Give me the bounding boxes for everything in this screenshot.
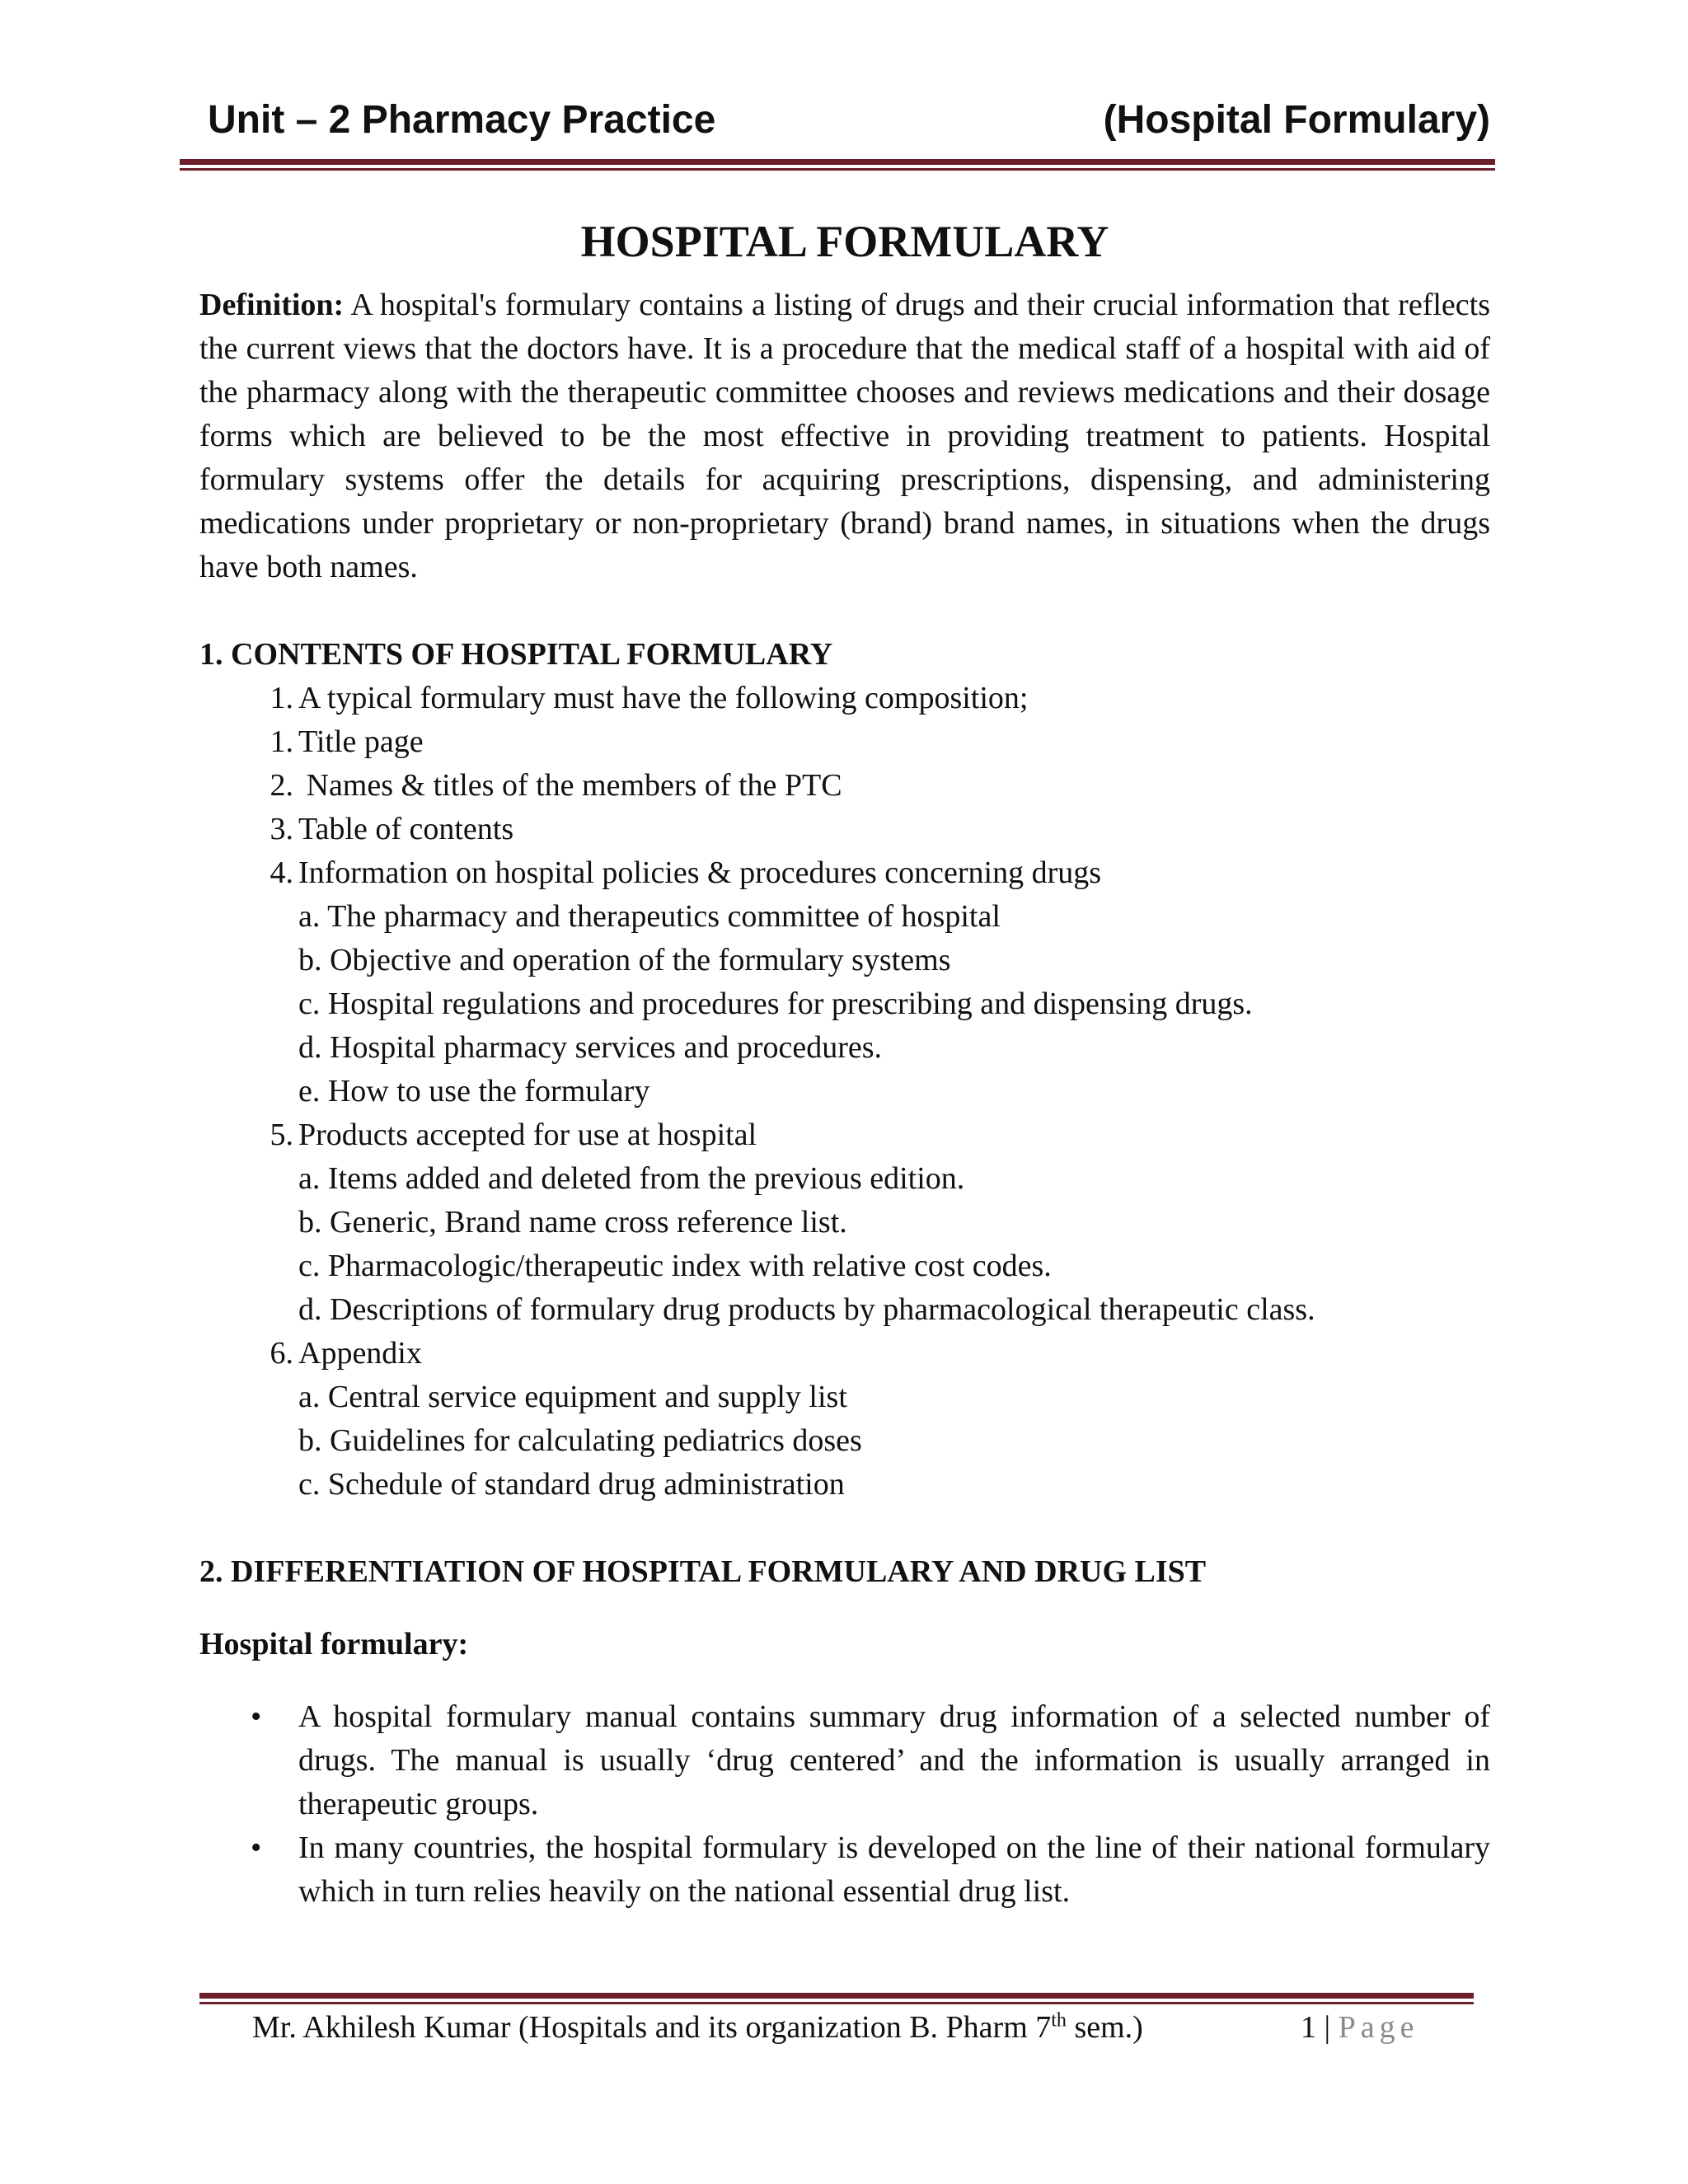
contents-subitem <box>199 982 1490 1026</box>
footer-page-number <box>1301 2009 1418 2046</box>
definition-paragraph <box>199 284 1490 589</box>
header-unit-title: Unit – 2 Pharmacy Practice <box>208 98 716 142</box>
footer-divider <box>199 1993 1474 2004</box>
contents-subitem <box>199 1070 1490 1113</box>
section-1-heading: 1. CONTENTS OF HOSPITAL FORMULARY <box>199 637 833 672</box>
footer-author <box>252 2009 1143 2046</box>
contents-subitem <box>199 895 1490 939</box>
item-number: 1. <box>270 724 293 759</box>
item-number: 1. <box>270 681 293 715</box>
contents-item <box>199 677 1490 720</box>
contents-item <box>199 1113 1490 1157</box>
item-text: c. Hospital regulations and procedures for prescribing and dispensing drugs. <box>298 987 1253 1021</box>
definition-label: Definition: <box>199 288 345 322</box>
page-label: Page <box>1338 2010 1419 2045</box>
page-separator: | <box>1316 2010 1339 2045</box>
contents-item <box>199 808 1490 851</box>
item-text: Table of contents <box>298 812 514 846</box>
definition-text: A hospital's formulary contains a listing of drugs and their crucial information that reflects the current views that the doctors have. It is a procedure that the medical staff of a hospital with aid of the pharmacy along with the therapeutic committee chooses and reviews medications and their dosage forms which are believed to be the most effective in providing treatment to patients. Hospital formulary systems offer the details for acquiring prescriptions, dispensing, and administering medications under proprietary or non-proprietary (brand) brand names, in situations when the drugs have both names. <box>199 288 1490 584</box>
item-text: a. Items added and deleted from the previous edition. <box>298 1161 965 1196</box>
document-body <box>199 213 1490 1914</box>
item-text: Information on hospital policies & procedures concerning drugs <box>298 855 1102 890</box>
contents-subitem <box>199 1376 1490 1419</box>
bullet-icon: • <box>251 1699 262 1734</box>
item-text: b. Generic, Brand name cross reference list. <box>298 1205 847 1240</box>
page-number: 1 <box>1301 2010 1316 2045</box>
contents-subitem <box>199 1419 1490 1463</box>
item-text: b. Guidelines for calculating pediatrics doses <box>298 1423 862 1458</box>
item-text: Products accepted for use at hospital <box>298 1118 757 1152</box>
item-text: a. The pharmacy and therapeutics committee of hospital <box>298 899 1001 934</box>
item-text: Names & titles of the members of the PTC <box>298 768 842 803</box>
section-2-heading: 2. DIFFERENTIATION OF HOSPITAL FORMULARY AND DRUG LIST <box>199 1554 1207 1589</box>
header-divider <box>180 159 1495 171</box>
item-number: 6. <box>270 1336 293 1371</box>
bullet-list <box>199 1695 1490 1914</box>
item-text: Title page <box>298 724 424 759</box>
footer-author-text: Mr. Akhilesh Kumar (Hospitals and its organization B. Pharm 7 <box>252 2010 1052 2045</box>
contents-item <box>199 720 1490 764</box>
page-title: HOSPITAL FORMULARY <box>580 217 1109 266</box>
item-text: Appendix <box>298 1336 422 1371</box>
item-number: 3. <box>270 812 293 846</box>
contents-item <box>199 851 1490 895</box>
contents-subitem <box>199 1288 1490 1332</box>
contents-subitem <box>199 1026 1490 1070</box>
item-number: 2. <box>270 768 293 803</box>
contents-list <box>199 677 1490 1507</box>
hospital-formulary-subheading: Hospital formulary: <box>199 1627 469 1661</box>
header-topic: (Hospital Formulary) <box>1103 98 1490 142</box>
item-text: c. Pharmacologic/therapeutic index with relative cost codes. <box>298 1249 1052 1283</box>
bullet-text: In many countries, the hospital formulary is developed on the line of their national formulary which in turn relies heavily on the national essential drug list. <box>298 1830 1490 1909</box>
bullet-item <box>199 1826 1490 1914</box>
item-number: 5. <box>270 1118 293 1152</box>
contents-item <box>199 1332 1490 1376</box>
contents-subitem <box>199 1157 1490 1201</box>
contents-subitem <box>199 1463 1490 1507</box>
contents-subitem <box>199 1201 1490 1244</box>
item-text: c. Schedule of standard drug administration <box>298 1467 845 1502</box>
contents-item <box>199 764 1490 808</box>
footer-author-suffix: sem.) <box>1066 2010 1143 2045</box>
item-text: a. Central service equipment and supply list <box>298 1380 847 1414</box>
footer-author-sup: th <box>1051 2009 1067 2032</box>
bullet-text: A hospital formulary manual contains summary drug information of a selected number of drugs. The manual is usually ‘drug centered’ and the information is usually arranged in therapeutic groups. <box>298 1699 1490 1821</box>
contents-subitem <box>199 939 1490 982</box>
contents-subitem <box>199 1244 1490 1288</box>
item-text: d. Descriptions of formulary drug products by pharmacological therapeutic class. <box>298 1292 1315 1327</box>
item-number: 4. <box>270 855 293 890</box>
bullet-item <box>199 1695 1490 1826</box>
item-text: A typical formulary must have the following composition; <box>298 681 1029 715</box>
item-text: d. Hospital pharmacy services and procedures. <box>298 1030 883 1065</box>
item-text: b. Objective and operation of the formulary systems <box>298 943 951 977</box>
item-text: e. How to use the formulary <box>298 1074 650 1108</box>
bullet-icon: • <box>251 1830 262 1865</box>
